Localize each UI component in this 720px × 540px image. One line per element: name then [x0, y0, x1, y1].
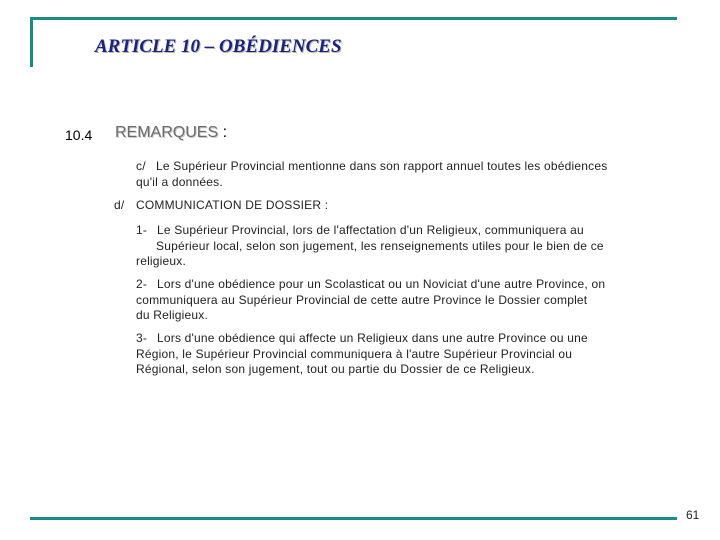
remark-c-line-1: Le Supérieur Provincial mentionne dans son rapport annuel toutes les obédiences [156, 159, 608, 173]
dossier-item-1-line-2: Supérieur local, selon son jugement, les renseignements utiles pour le bien de ce [156, 238, 604, 253]
dossier-item-3-line-2: Région, le Supérieur Provincial communiquera à l'autre Supérieur Provincial ou [136, 346, 573, 361]
remark-d [114, 198, 654, 214]
dossier-item-3-line-1: Lors d'une obédience qui affecte un Religieux dans une autre Province ou une [157, 331, 588, 345]
dossier-item-3-line-3: Régional, selon son jugement, tout ou partie du Dossier de ce Religieux. [136, 362, 535, 376]
bottom-divider [30, 517, 677, 520]
dossier-item-2-line-2: communiquera au Supérieur Provincial de cette autre Province le Dossier complet [136, 292, 588, 307]
dossier-item-3 [136, 331, 636, 378]
page-number: 61 [686, 508, 700, 522]
dossier-item-1-line-3: religieux. [136, 254, 187, 268]
dossier-item-2-line-3: du Religieux. [136, 308, 208, 322]
section-number: 10.4 [65, 127, 93, 143]
top-divider [30, 17, 677, 20]
dossier-item-2 [136, 277, 636, 324]
remark-c-line-2: qu'il a données. [136, 174, 223, 189]
section-colon: : [222, 124, 228, 141]
dossier-item-2-line-1: Lors d'une obédience pour un Scolasticat ou un Noviciat d'une autre Province, on [157, 277, 606, 291]
remark-c-marker: c/ [136, 159, 146, 173]
dossier-item-2-marker: 2- [136, 277, 148, 291]
section-title [115, 124, 227, 142]
dossier-item-1-marker: 1- [136, 223, 148, 237]
page-title: ARTICLE 10 – OBÉDIENCES [95, 36, 342, 57]
left-divider [30, 17, 33, 67]
dossier-item-1 [136, 223, 636, 270]
remark-d-text: COMMUNICATION DE DOSSIER : [136, 198, 329, 212]
dossier-item-3-marker: 3- [136, 331, 148, 345]
section-heading: REMARQUES [115, 124, 219, 141]
dossier-item-1-line-1: Le Supérieur Provincial, lors de l'affectation d'un Religieux, communiquera au [157, 223, 584, 237]
remark-c [136, 159, 656, 190]
remark-d-marker: d/ [114, 198, 125, 212]
